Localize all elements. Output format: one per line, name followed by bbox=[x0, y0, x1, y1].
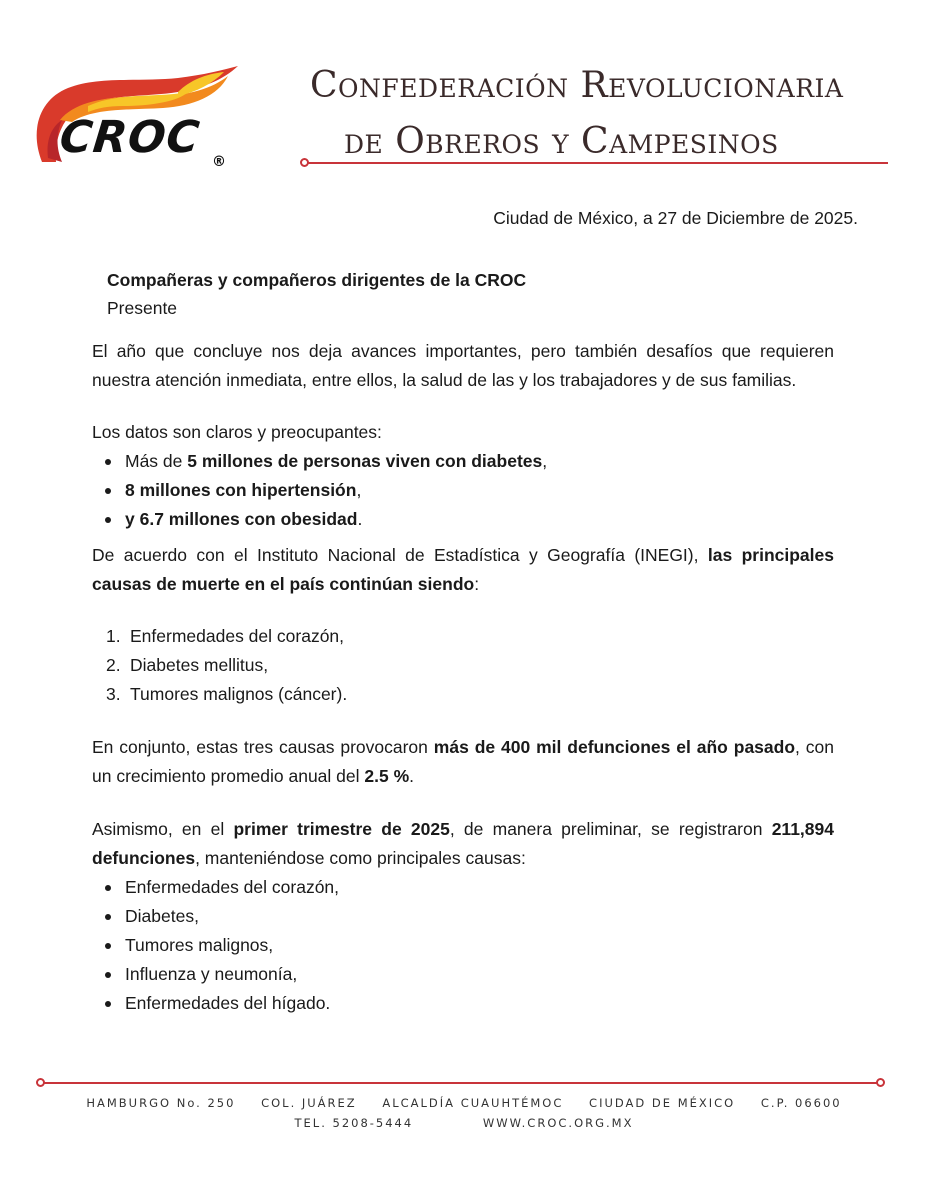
footer-address bbox=[0, 1096, 928, 1110]
causes-2025-list bbox=[92, 873, 834, 1018]
stats-section bbox=[92, 418, 834, 534]
paragraph-text: El año que concluye nos deja avances importantes, pero también desafíos que requieren nuestra atención inmediata, entre ellos, la salud de las y los trabajadores y de sus familias. bbox=[92, 341, 834, 390]
addressee: Compañeras y compañeros dirigentes de la CROC bbox=[107, 270, 527, 290]
logo-text: CROC bbox=[57, 112, 203, 163]
paragraph-text: En conjunto, estas tres causas provocaron más de 400 mil defunciones el año pasado, con un crecimiento promedio anual del 2.5 %. bbox=[92, 737, 834, 786]
paragraph-inegi bbox=[92, 541, 834, 599]
causes-list bbox=[92, 622, 834, 709]
footer-postal-code: C.P. 06600 bbox=[760, 1096, 842, 1110]
footer-contact bbox=[0, 1116, 928, 1130]
list-item: 8 millones con hipertensión, bbox=[92, 476, 834, 505]
paragraph-text: De acuerdo con el Instituto Nacional de Estadística y Geografía (INEGI), las principales causas de muerte en el país continúan siendo: bbox=[92, 545, 834, 594]
list-item: Diabetes, bbox=[92, 902, 834, 931]
list-item: Tumores malignos, bbox=[92, 931, 834, 960]
stats-intro: Los datos son claros y preocupantes: bbox=[92, 422, 382, 442]
list-item: 3. Tumores malignos (cáncer). bbox=[106, 684, 348, 704]
salutation bbox=[107, 266, 526, 322]
list-item: 1. Enfermedades del corazón, bbox=[106, 626, 345, 646]
footer-alcaldia: ALCALDÍA CUAUHTÉMOC bbox=[382, 1096, 564, 1110]
list-item: Enfermedades del hígado. bbox=[92, 989, 834, 1018]
paragraph-2025 bbox=[92, 815, 834, 1018]
paragraph-text: Asimismo, en el primer trimestre de 2025, de manera preliminar, se registraron 211,894 defunciones, manteniéndose como principales causas: bbox=[92, 819, 834, 868]
croc-logo bbox=[28, 62, 243, 180]
list-item: y 6.7 millones con obesidad. bbox=[92, 505, 834, 534]
paragraph-totals bbox=[92, 733, 834, 791]
footer-rule bbox=[44, 1082, 880, 1084]
footer-rule-end-dot bbox=[876, 1078, 885, 1087]
footer-phone: TEL. 5208-5444 bbox=[294, 1116, 414, 1130]
presente: Presente bbox=[107, 298, 178, 318]
list-item: Enfermedades del corazón, bbox=[92, 873, 834, 902]
causes-section bbox=[92, 622, 834, 709]
header-rule bbox=[308, 162, 888, 164]
footer-city: CIUDAD DE MÉXICO bbox=[589, 1096, 736, 1110]
footer-street: HAMBURGO No. 250 bbox=[86, 1096, 236, 1110]
list-item: Más de 5 millones de personas viven con diabetes, bbox=[92, 447, 834, 476]
stats-list bbox=[92, 447, 834, 534]
list-item: 2. Diabetes mellitus, bbox=[106, 655, 269, 675]
org-name-line2: de Obreros y Campesinos bbox=[344, 121, 779, 162]
organization-name bbox=[308, 58, 868, 170]
footer-colonia: COL. JUÁREZ bbox=[261, 1096, 357, 1110]
footer-website[interactable]: WWW.CROC.ORG.MX bbox=[482, 1116, 634, 1130]
list-item: Influenza y neumonía, bbox=[92, 960, 834, 989]
paragraph-intro bbox=[92, 337, 834, 395]
org-name-line1: Confederación Revolucionaria bbox=[310, 65, 844, 106]
registered-mark: ® bbox=[212, 154, 226, 170]
date-line: Ciudad de México, a 27 de Diciembre de 2025. bbox=[493, 208, 858, 228]
